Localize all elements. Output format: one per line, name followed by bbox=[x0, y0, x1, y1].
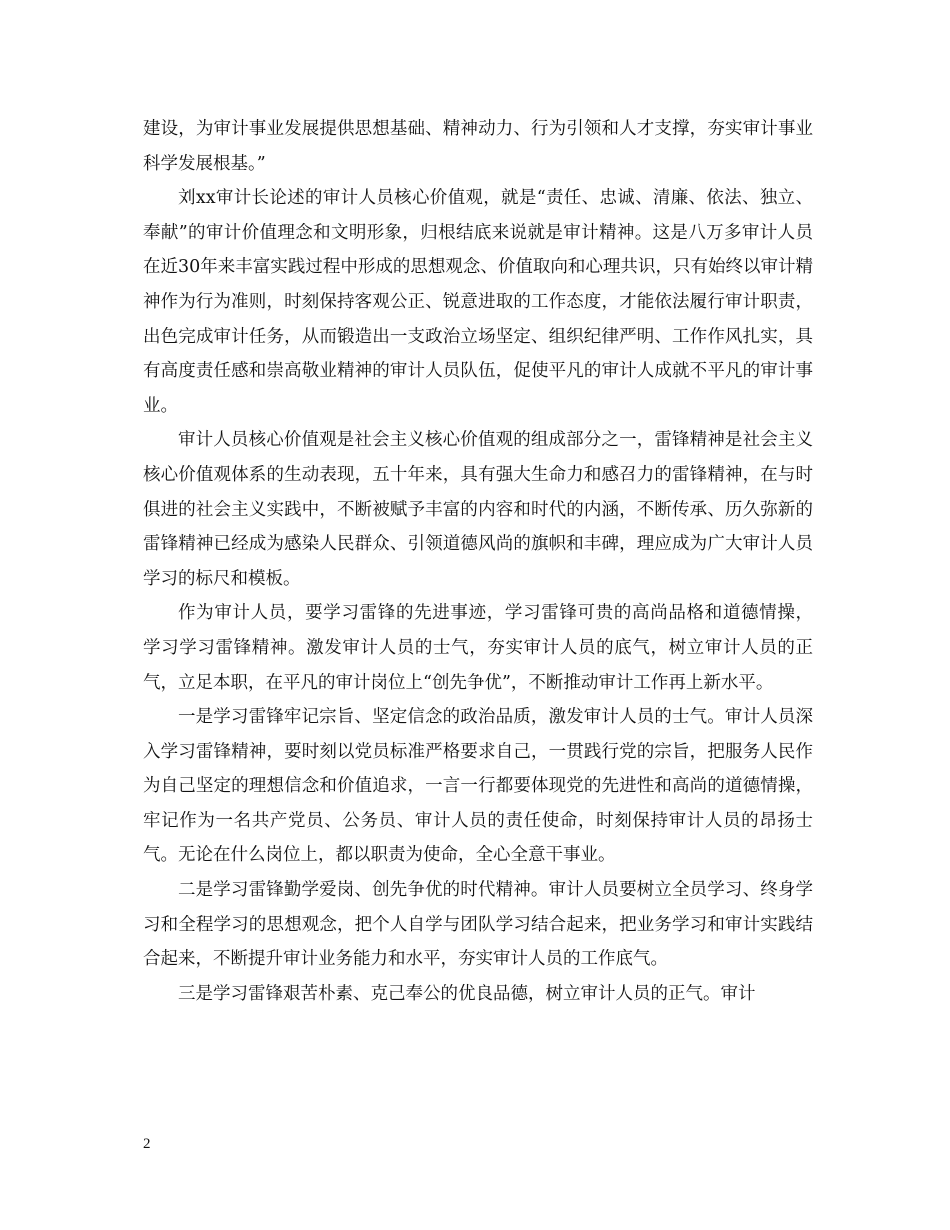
paragraph: 作为审计人员，要学习雷锋的先进事迹，学习雷锋可贵的高尚品格和道德情操， 学习学习雷锋精神。激发审计人员的士气，夯实审计人员的底气，树立审计人员的正气，立足本职，在平凡的审计岗位上“创先争优”，不断推动审计工作再上新水平。 bbox=[143, 603, 813, 693]
paragraph: 一是学习雷锋牢记宗旨、坚定信念的政治品质，激发审计人员的士气。审计人员深入学习雷锋精神，要时刻以党员标准严格要求自己，一贯践行党的宗旨，把服务人民作为自己坚定的理想信念和价值追求，一言一行都要体现党的先进性和高尚的道德情操，牢记作为一名共产党员、公务员、审计人员的责任使命，时刻保持审计人员的昂扬士气。无论在什么岗位上，都以职责为使命，全心全意干事业。 bbox=[143, 707, 813, 866]
paragraph: 三是学习雷锋艰苦朴素、克己奉公的优良品德，树立审计人员的正气。审计 bbox=[178, 983, 756, 1004]
page-number: 2 bbox=[143, 1136, 151, 1152]
paragraph: 二是学习雷锋勤学爱岗、创先争优的时代精神。审计人员要树立全员学习、终身学习和全程学习的思想观念，把个人自学与团队学习结合起来，把业务学习和审计实践结合起来，不断提升审计业务能力和水平，夯实审计人员的工作底气。 bbox=[143, 880, 813, 970]
paragraph: 刘xx审计长论述的审计人员核心价值观，就是“责任、忠诚、清廉、依法、独立、奉献”的审计价值理念和文明形象，归根结底来说就是审计精神。这是八万多审计人员在近30年来丰富实践过程中形成的思想观念、价值取向和心理共识，只有始终以审计精神作为行为准则，时刻保持客观公正、锐意进取的工作态度，才能依法履行审计职责，出色完成审计任务，从而锻造出一支政治立场坚定、组织纪律严明、工作作风扎实，具有高度责任感和崇高敬业精神的审计人员队伍，促使平凡的审计人成就不平凡的审计事业。 bbox=[143, 188, 813, 416]
paragraph-continued: 建设，为审计事业发展提供思想基础、精神动力、行为引领和人才支撑，夯实审计事业科学发展根基。” bbox=[143, 119, 813, 174]
document-body bbox=[143, 112, 813, 1011]
paragraph: 审计人员核心价值观是社会主义核心价值观的组成部分之一，雷锋精神是社会主义核心价值观体系的生动表现，五十年来，具有强大生命力和感召力的雷锋精神，在与时俱进的社会主义实践中，不断被赋予丰富的内容和时代的内涵，不断传承、历久弥新的雷锋精神已经成为感染人民群众、引领道德风尚的旗帜和丰碑，理应成为广大审计人员学习的标尺和模板。 bbox=[143, 430, 813, 589]
